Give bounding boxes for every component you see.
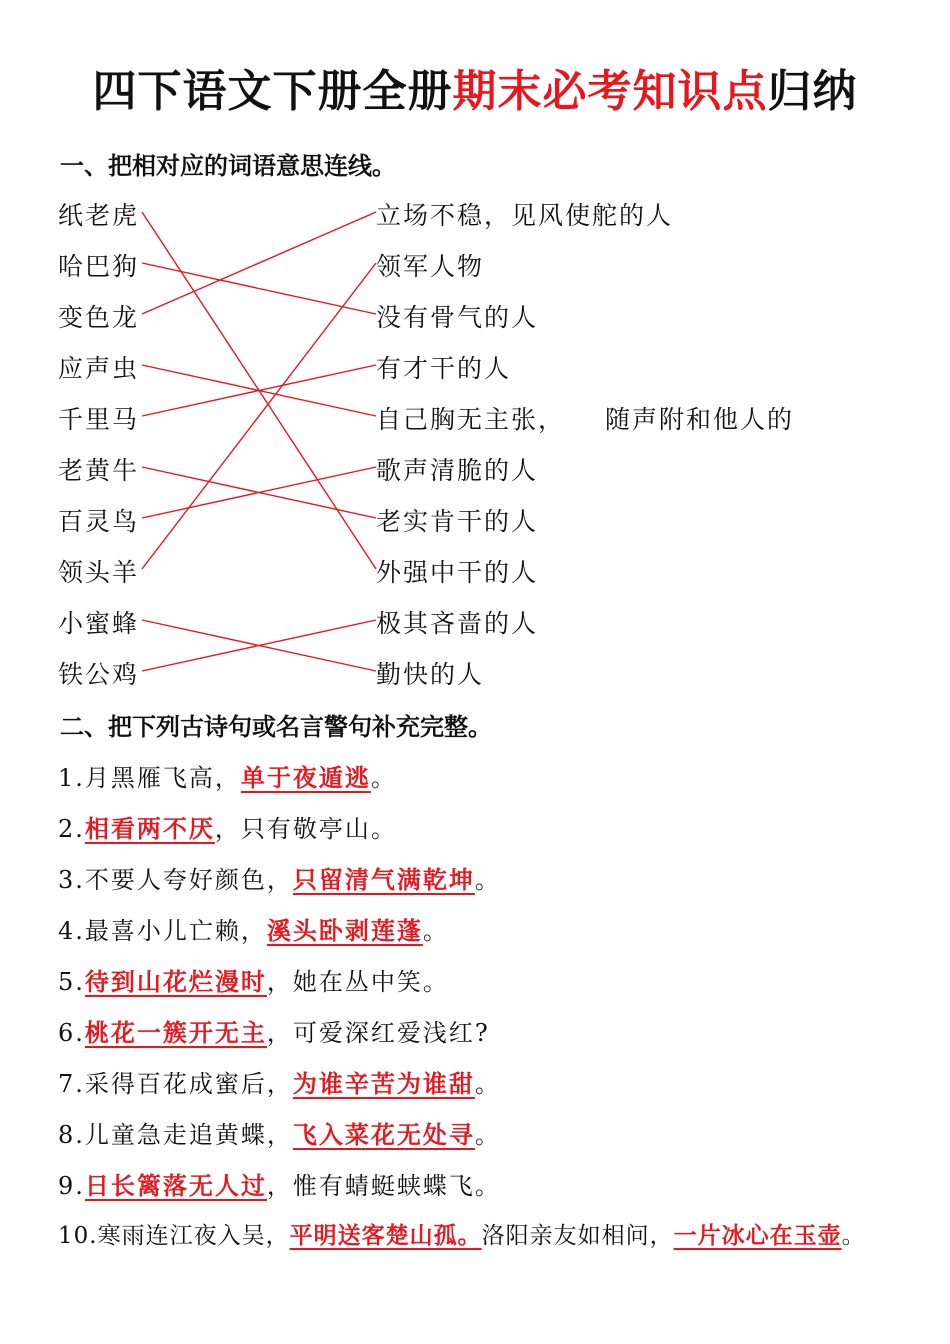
word-item: 千里马 [58, 405, 140, 434]
meaning-5-head: 自己胸无主张， [376, 405, 566, 434]
item-number: 2. [58, 815, 85, 843]
poem-text: 不要人夸好颜色， [84, 866, 293, 894]
item-number: 4. [58, 917, 85, 945]
item-number: 6. [58, 1019, 85, 1047]
word-item: 领头羊 [58, 558, 140, 587]
poem-line [58, 962, 449, 997]
answer-text: 桃花一簇开无主 [84, 1018, 267, 1047]
meaning-item: 领军人物 [376, 252, 485, 281]
title-part-1: 四下语文下册全册 [92, 66, 453, 117]
item-number: 5. [58, 968, 85, 996]
poem-text: ，惟有蜻蜓蛱蝶飞。 [266, 1172, 501, 1200]
match-line [142, 212, 376, 314]
answer-text: 只留清气满乾坤 [292, 865, 475, 894]
poem-text: 。 [474, 1070, 501, 1098]
answer-text: 日长篱落无人过 [84, 1171, 267, 1200]
poem-text: 寒雨连江夜入吴， [97, 1223, 290, 1249]
section-2-heading: 二、把下列古诗句或名言警句补充完整。 [60, 713, 492, 741]
meaning-item: 有才干的人 [376, 354, 512, 383]
section-1-heading: 一、把相对应的词语意思连线。 [60, 152, 396, 180]
poem-text: 。 [841, 1223, 866, 1249]
poem-line [58, 1064, 501, 1099]
answer-text: 待到山花烂漫时 [84, 967, 267, 996]
answer-text: 溪头卧剥莲蓬 [266, 916, 423, 945]
poem-line [58, 911, 449, 946]
answer-text: 为谁辛苦为谁甜 [292, 1069, 475, 1098]
answer-text: 相看两不厌 [84, 814, 215, 843]
meaning-item [376, 400, 794, 436]
meaning-item: 勤快的人 [376, 660, 485, 689]
poem-text: 。 [474, 866, 501, 894]
item-number: 9. [58, 1172, 85, 1200]
poem-line [58, 809, 397, 844]
poem-text: ，她在丛中笑。 [266, 968, 449, 996]
poem-line [58, 1013, 490, 1048]
item-number: 1. [58, 764, 85, 792]
match-line [142, 263, 376, 569]
answer-text: 平明送客楚山孤。 [289, 1222, 482, 1249]
item-number: 3. [58, 866, 85, 894]
poem-line [58, 1115, 501, 1150]
poem-line [58, 1166, 501, 1201]
word-item: 变色龙 [58, 303, 140, 332]
item-number: 10. [58, 1223, 98, 1249]
poem-text: 。 [422, 917, 449, 945]
poem-text: 。 [474, 1121, 501, 1149]
meaning-5-tail: 随声附和他人的 [605, 405, 795, 434]
title-part-3: 归纳 [767, 66, 858, 117]
poem-text: 洛阳亲友如相问， [481, 1223, 674, 1249]
poem-text: ，可爱深红爱浅红? [266, 1019, 490, 1047]
word-item: 百灵鸟 [58, 507, 140, 536]
meaning-item: 极其吝啬的人 [376, 609, 539, 638]
meaning-item: 老实肯干的人 [376, 507, 539, 536]
word-item: 哈巴狗 [58, 252, 140, 281]
word-item: 纸老虎 [58, 201, 140, 230]
poem-line [58, 1217, 866, 1250]
poem-text: 月黑雁飞高， [84, 764, 241, 792]
word-item: 铁公鸡 [58, 660, 140, 689]
answer-text: 一片冰心在玉壶 [673, 1222, 842, 1249]
word-item: 小蜜蜂 [58, 609, 140, 638]
poem-text: 儿童急走追黄蝶， [84, 1121, 293, 1149]
item-number: 8. [58, 1121, 85, 1149]
poem-line [58, 758, 397, 793]
word-item: 应声虫 [58, 354, 140, 383]
meaning-item: 外强中干的人 [376, 558, 539, 587]
poem-line [58, 860, 501, 895]
word-item: 老黄牛 [58, 456, 140, 485]
meaning-item: 歌声清脆的人 [376, 456, 539, 485]
poem-text: 。 [370, 764, 397, 792]
meaning-item: 没有骨气的人 [376, 303, 539, 332]
title-highlight: 期末必考知识点 [452, 66, 768, 117]
answer-text: 单于夜遁逃 [240, 763, 371, 792]
poem-text: ，只有敬亭山。 [214, 815, 397, 843]
poem-text: 采得百花成蜜后， [84, 1070, 293, 1098]
match-line [142, 263, 376, 314]
poem-text: 最喜小儿亡赖， [84, 917, 267, 945]
answer-text: 飞入菜花无处寻 [292, 1120, 475, 1149]
meaning-item: 立场不稳，见风使舵的人 [376, 201, 674, 230]
item-number: 7. [58, 1070, 85, 1098]
